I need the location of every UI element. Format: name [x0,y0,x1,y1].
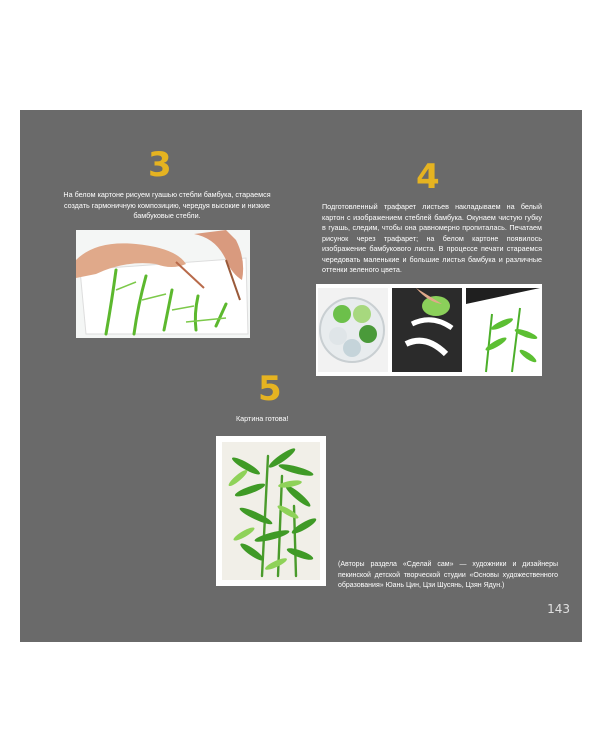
step-5-number: 5 [258,369,282,409]
step-3-number: 3 [148,145,172,185]
page-panel [20,110,582,642]
step-3-text [62,190,272,222]
step-4-number: 4 [416,157,440,197]
step-4-paragraph: Подготовленный трафарет листьев накладываем на белый картон с изображением стеблей бамбука. Окунаем чистую губку в гуашь, следим, чтобы она равномерно пропиталась. Печатаем рисунок через трафарет; на белом картоне появилось изображение бамбукового листа. В процессе печати стараемся чередовать маленькие и большие листья бамбука и различные оттенки зеленого цвета. [322,202,542,274]
credits-text: (Авторы раздела «Сделай сам» — художники и дизайнеры пекинской детской творческой студии «Основы художественного образования» Юань Цин, Цзи Шусянь, Цзян Ядун.) [338,561,558,589]
step-5-text [236,414,326,425]
credits [338,560,558,592]
step-3-illustration [76,230,250,338]
step-3-paragraph: На белом картоне рисуем гуашью стебли бамбука, стараемся создать гармоничную композицию, чередуя высокие и низкие бамбуковые стебли. [63,190,271,220]
page-number: 143 [547,602,570,616]
final-painting [216,436,326,586]
step-5-paragraph: Картина готова! [236,414,289,423]
step-4-text [322,202,542,276]
step-4-photos [316,284,542,376]
step-4-illustration [316,284,542,376]
step-3-photo [76,230,250,338]
bamboo-painting-illustration [216,436,326,586]
